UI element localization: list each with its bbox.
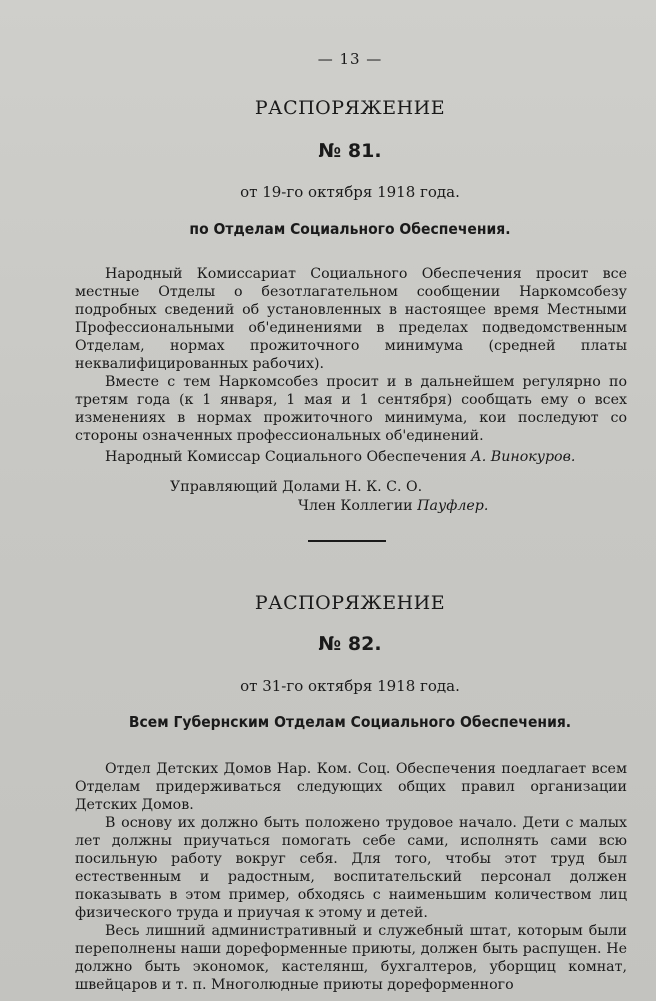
order-81-title: РАСПОРЯЖЕНИЕ [254, 97, 446, 119]
order-82-addressee: Всем Губернским Отделам Социального Обеспечения. [128, 713, 572, 731]
order-81-body [75, 265, 627, 445]
signature-board-member-name: Пауфлер. [417, 498, 489, 514]
order-82-number: № 82. [318, 633, 382, 655]
order-82-body [75, 760, 627, 994]
order-82-paragraph-1: Отдел Детских Домов Нар. Ком. Соц. Обеспечения поедлагает всем Отделам придерживаться следующих общих правил организации Детских Домов. [75, 761, 627, 813]
order-82-date: от 31-го октября 1918 года. [240, 677, 460, 695]
order-82-paragraph-2: В основу их должно быть положено трудовое начало. Дети с малых лет должны приучаться помогать себе сами, исполнять сами всю посильную работу вокруг себя. Для того, чтобы этот труд был естественным и радостным, воспитательский персонал должен показывать в этом пример, обходясь с наименьшим количеством лиц физического труда и приучая к этому и детей. [75, 815, 627, 921]
order-81-number: № 81. [318, 140, 382, 162]
signature-commissar-name: А. Винокуров. [471, 449, 576, 465]
signature-board-member [298, 498, 488, 514]
section-divider [308, 540, 386, 542]
signature-manager [170, 479, 422, 495]
signature-manager-role: Управляющий Долами Н. К. С. О. [170, 479, 423, 495]
page-number: — 13 — [317, 50, 383, 68]
order-81-date: от 19-го октября 1918 года. [240, 183, 460, 201]
signature-commissar [105, 449, 575, 465]
order-81-paragraph-1: Народный Комиссариат Социального Обеспечения просит все местные Отделы о безотлагательном сообщении Наркомсобезу подробных сведений об установленных в настоящее время Местными Профессиональными об'единениями в пределах подведомственным Отделам, нормах прожиточного минимума (средней платы неквалифицированных рабочих). [75, 266, 627, 372]
signature-board-member-role: Член Коллегии [298, 498, 413, 514]
signature-commissar-role: Народный Комиссар Социального Обеспечения [105, 449, 467, 465]
order-82-paragraph-3: Весь лишний административный и служебный штат, которым были переполнены наши дореформенные приюты, должен быть распущен. Не должно быть экономок, кастелянш, бухгалтеров, уборщиц комнат, швейцаров и т. п. Многолюдные приюты дореформенного [75, 923, 627, 993]
order-81-paragraph-2: Вместе с тем Наркомсобез просит и в дальнейшем регулярно по третям года (к 1 января, 1 мая и 1 сентября) сообщать ему о всех изменениях в нормах прожиточного минимума, кои последуют со стороны означенных профессиональных об'единений. [75, 374, 627, 444]
order-82-title: РАСПОРЯЖЕНИЕ [254, 592, 446, 614]
order-81-addressee: по Отделам Социального Обеспечения. [189, 220, 511, 238]
